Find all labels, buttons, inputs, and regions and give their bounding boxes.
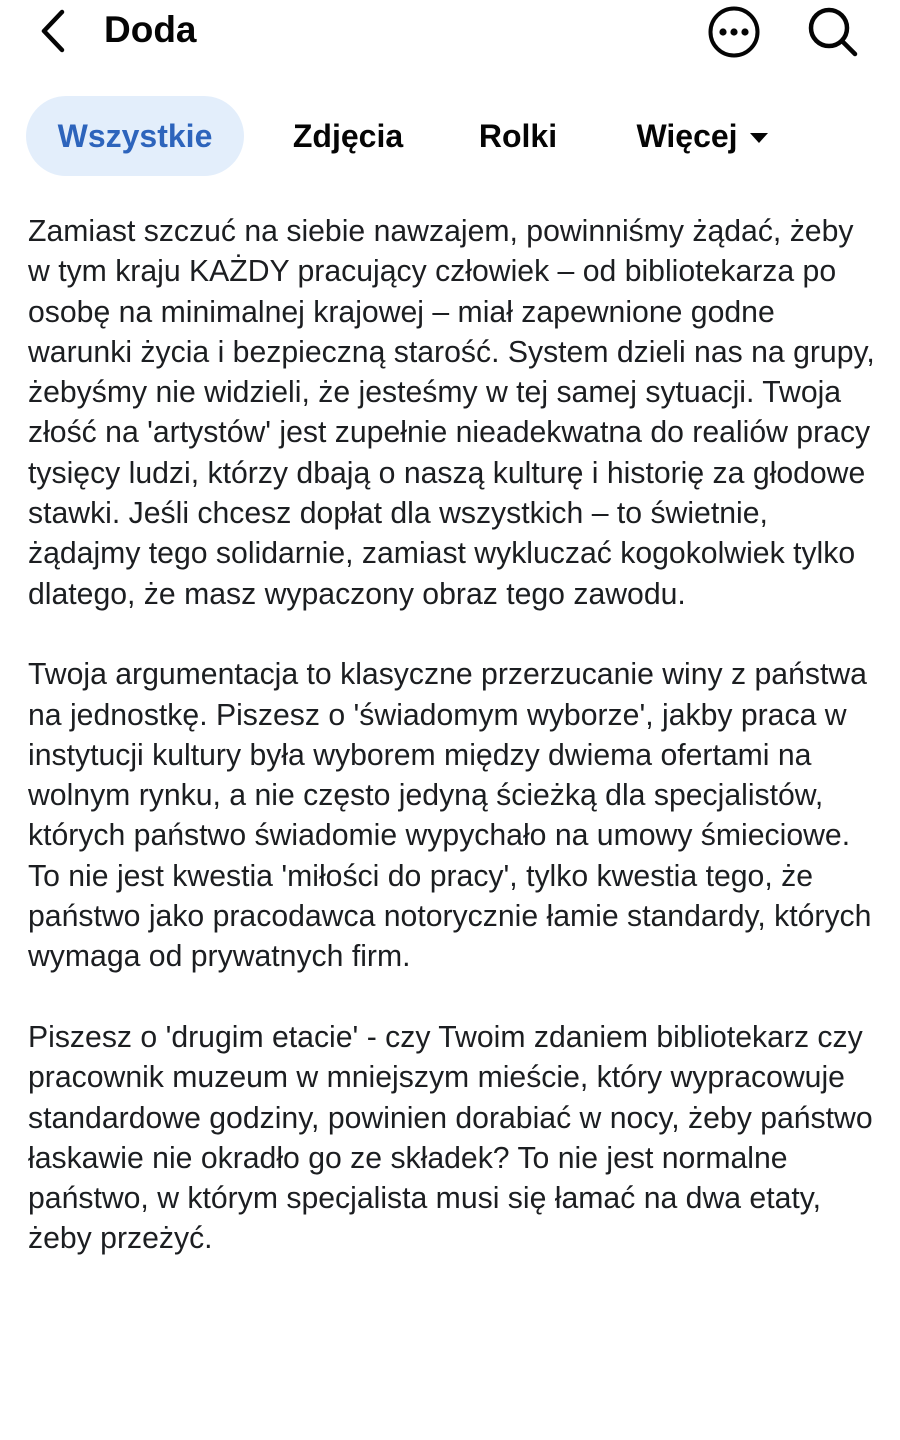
page-title: Doda [104, 9, 197, 50]
tab-more[interactable] [612, 96, 792, 176]
more-circle-icon [707, 5, 761, 59]
tab-photos-label: Zdjęcia [292, 117, 404, 154]
back-button[interactable] [28, 6, 78, 56]
caret-down-icon [750, 133, 768, 143]
tab-all[interactable] [26, 96, 244, 176]
top-bar [0, 0, 900, 70]
post-paragraph-1: Zamiast szczuć na siebie nawzajem, powinniśmy żądać, żeby w tym kraju KAŻDY pracujący człowiek – od bibliotekarza po osobę na minimalnej krajowej – miał zapewnione godne warunki życia i bezpieczną starość. System dzieli nas na grupy, żebyśmy nie widzieli, że jesteśmy w tej samej sytuacji. Twoja złość na 'artystów' jest zupełnie nieadekwatna do realiów pracy tysięcy ludzi, którzy dbają o naszą kulturę i historię za głodowe stawki. Jeśli chcesz dopłat dla wszystkich – to świetnie, żądajmy tego solidarnie, zamiast wykluczać kogokolwiek tylko dlatego, że masz wypaczony obraz tego zawodu. [28, 215, 875, 611]
post-paragraph-3: Piszesz o 'drugim etacie' - czy Twoim zdaniem bibliotekarz czy pracownik muzeum w mniejszym mieście, który wypracowuje standardowe godziny, powinien dorabiać w nocy, żeby państwo łaskawie nie okradło go ze składek? To nie jest normalne państwo, w którym specjalista musi się łamać na dwa etaty, żeby przeżyć. [28, 1020, 873, 1256]
chevron-left-icon [38, 8, 68, 54]
tab-photos[interactable] [270, 96, 426, 176]
post-body [28, 212, 878, 1300]
post-paragraph-2: Twoja argumentacja to klasyczne przerzucanie winy z państwa na jednostkę. Piszesz o 'świadomym wyborze', jakby praca w instytucji kultury była wyborem między dwiema ofertami na wolnym rynku, a nie często jedyną ścieżką dla specjalistów, których państwo świadomie wypychało na umowy śmieciowe. To nie jest kwestia 'miłości do pracy', tylko kwestia tego, że państwo jako pracodawca notorycznie łamie standardy, których wymaga od prywatnych firm. [28, 658, 872, 974]
tab-more-label: Więcej [636, 117, 738, 154]
search-icon [805, 4, 859, 58]
search-button[interactable] [804, 3, 860, 59]
filter-tabs [0, 96, 900, 176]
more-options-button[interactable] [706, 4, 762, 60]
tab-reels[interactable] [462, 96, 574, 176]
tab-all-label: Wszystkie [57, 117, 213, 154]
tab-reels-label: Rolki [478, 117, 558, 154]
